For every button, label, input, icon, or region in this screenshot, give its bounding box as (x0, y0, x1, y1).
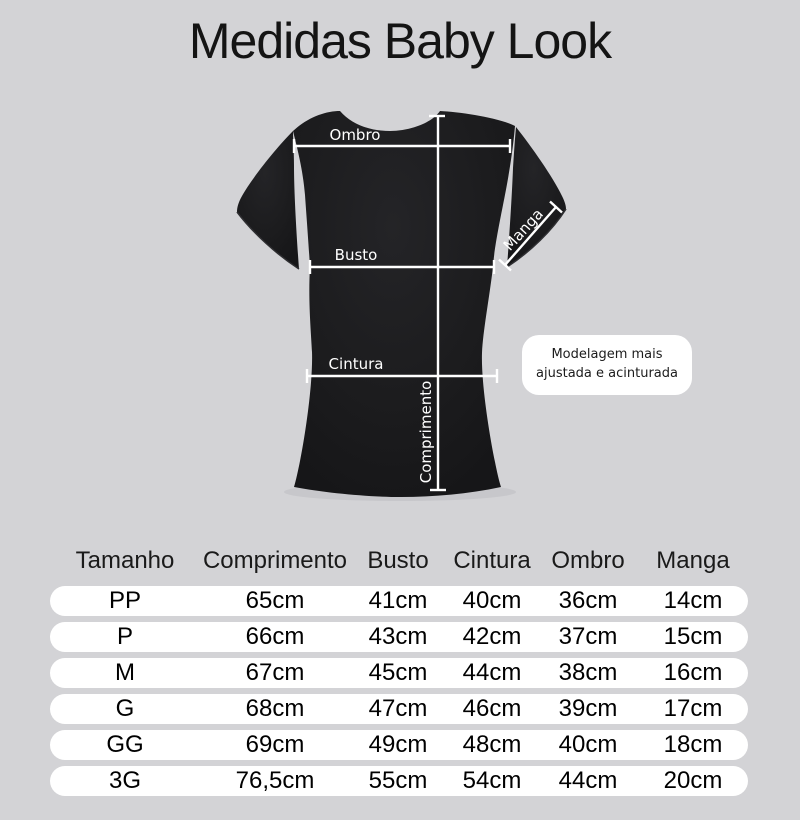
busto-cell: 49cm (368, 731, 428, 758)
size-cell: 3G (108, 767, 141, 794)
header-comprimento: Comprimento (202, 547, 348, 574)
table-row-3g (50, 766, 748, 796)
manga-cell: 15cm (663, 623, 723, 650)
shirt-left-sleeve (237, 131, 299, 269)
ombro-cell: 40cm (558, 731, 618, 758)
fit-note-text: Modelagem mais ajustada e acinturada (536, 347, 678, 381)
cintura-cell: 42cm (462, 623, 522, 650)
header-busto: Busto (367, 547, 429, 574)
manga-cell: 14cm (663, 587, 723, 614)
comprimento-cell: 69cm (245, 731, 305, 758)
manga-cell: 16cm (663, 659, 723, 686)
comprimento-cell: 66cm (245, 623, 305, 650)
cintura-cell: 44cm (462, 659, 522, 686)
busto-cell: 43cm (368, 623, 428, 650)
size-cell: GG (106, 731, 144, 758)
size-table-header (50, 546, 748, 576)
busto-cell: 55cm (368, 767, 428, 794)
fit-note-bubble (522, 335, 692, 395)
table-row-g (50, 694, 748, 724)
header-cintura: Cintura (453, 547, 531, 574)
ombro-cell: 38cm (558, 659, 618, 686)
manga-cell: 20cm (663, 767, 723, 794)
table-row-pp (50, 586, 748, 616)
ombro-cell: 36cm (558, 587, 618, 614)
ombro-cell: 44cm (558, 767, 618, 794)
size-cell: P (116, 623, 133, 650)
comprimento-cell: 76,5cm (235, 767, 315, 794)
cintura-cell: 54cm (462, 767, 522, 794)
shirt-body (293, 111, 515, 497)
size-cell: PP (108, 587, 141, 614)
header-manga: Manga (656, 547, 730, 574)
comprimento-cell: 67cm (245, 659, 305, 686)
ombro-label: Ombro (329, 126, 381, 144)
busto-cell: 45cm (368, 659, 428, 686)
page-title: Medidas Baby Look (188, 13, 612, 69)
busto-cell: 41cm (368, 587, 428, 614)
comprimento-cell: 68cm (245, 695, 305, 722)
cintura-label: Cintura (328, 355, 384, 373)
comprimento-cell: 65cm (245, 587, 305, 614)
table-row-p (50, 622, 748, 652)
cintura-cell: 48cm (462, 731, 522, 758)
cintura-cell: 40cm (462, 587, 522, 614)
header-ombro: Ombro (551, 547, 625, 574)
comprimento-label: Comprimento (417, 380, 435, 484)
table-row-gg (50, 730, 748, 760)
cintura-cell: 46cm (462, 695, 522, 722)
header-tamanho: Tamanho (75, 547, 175, 574)
busto-label: Busto (334, 246, 378, 264)
size-cell: M (115, 659, 135, 686)
busto-cell: 47cm (368, 695, 428, 722)
ombro-cell: 39cm (558, 695, 618, 722)
manga-label: Manga (499, 204, 547, 255)
table-row-m (50, 658, 748, 688)
manga-cell: 17cm (663, 695, 723, 722)
size-cell: G (115, 695, 135, 722)
ombro-cell: 37cm (558, 623, 618, 650)
manga-cell: 18cm (663, 731, 723, 758)
